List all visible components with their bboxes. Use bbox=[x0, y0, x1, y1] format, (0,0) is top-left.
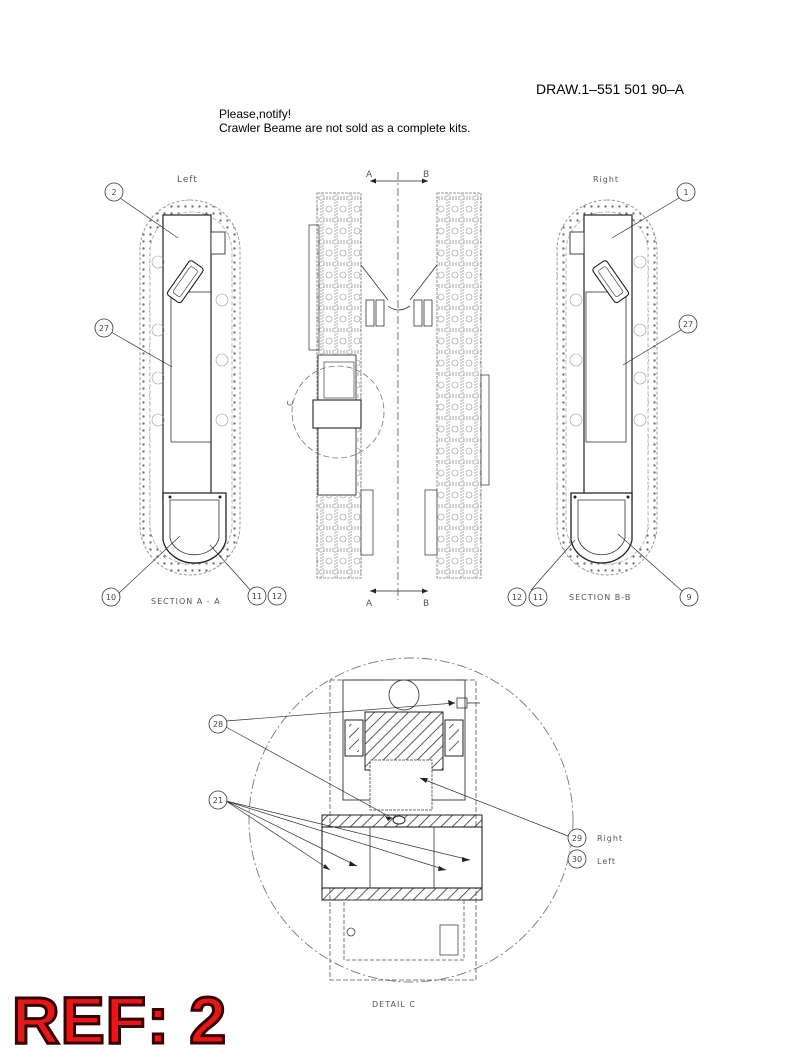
callout-29-label: Right bbox=[597, 834, 624, 843]
detail-c-view bbox=[249, 658, 573, 1009]
svg-text:2: 2 bbox=[111, 188, 117, 197]
cut-label-a-top: A bbox=[366, 170, 374, 180]
svg-text:11: 11 bbox=[251, 592, 263, 601]
callout-30 bbox=[568, 850, 586, 868]
detail-c-title: DETAIL C bbox=[372, 1000, 416, 1009]
right-view-title: Right bbox=[593, 175, 620, 184]
svg-text:12: 12 bbox=[271, 592, 283, 601]
svg-text:9: 9 bbox=[686, 593, 692, 602]
callout-30-label: Left bbox=[597, 857, 617, 866]
cut-label-a-bottom: A bbox=[366, 599, 374, 609]
svg-text:30: 30 bbox=[571, 855, 583, 864]
ref-stamp: REF: 2 bbox=[12, 983, 228, 1057]
callout-9 bbox=[680, 588, 698, 606]
svg-text:27: 27 bbox=[682, 320, 694, 329]
callout-27-right bbox=[679, 315, 697, 333]
callout-2 bbox=[105, 183, 123, 201]
callout-21 bbox=[209, 791, 227, 809]
detail-c-marker: C bbox=[286, 399, 295, 406]
cut-label-b-bottom: B bbox=[423, 599, 431, 609]
section-aa-title: SECTION A - A bbox=[151, 597, 221, 606]
left-view-title: Left bbox=[177, 175, 198, 185]
callout-28 bbox=[209, 715, 227, 733]
svg-text:11: 11 bbox=[532, 593, 544, 602]
section-bb-title: SECTION B-B bbox=[569, 593, 632, 602]
svg-text:1: 1 bbox=[683, 188, 689, 197]
svg-text:27: 27 bbox=[98, 324, 110, 333]
callout-10 bbox=[102, 588, 120, 606]
svg-text:21: 21 bbox=[212, 796, 224, 805]
callout-11-right bbox=[529, 588, 547, 606]
callout-12-right bbox=[508, 588, 526, 606]
note-line-1: Please,notify! bbox=[219, 107, 292, 121]
svg-text:10: 10 bbox=[105, 593, 117, 602]
callout-1 bbox=[677, 183, 695, 201]
right-crawler-view bbox=[557, 175, 657, 575]
note-line-2: Crawler Beame are not sold as a complete kits. bbox=[219, 121, 471, 135]
callout-27-left bbox=[95, 319, 113, 337]
left-crawler-view bbox=[140, 175, 240, 575]
callout-12-left bbox=[268, 587, 286, 605]
drawing-number: DRAW.1–551 501 90–A bbox=[536, 81, 685, 97]
svg-text:29: 29 bbox=[571, 834, 583, 843]
svg-text:28: 28 bbox=[212, 720, 224, 729]
svg-text:12: 12 bbox=[511, 593, 523, 602]
callout-29 bbox=[568, 829, 586, 847]
cut-label-b-top: B bbox=[423, 170, 431, 180]
center-top-view bbox=[286, 170, 489, 609]
callout-11-left bbox=[248, 587, 266, 605]
